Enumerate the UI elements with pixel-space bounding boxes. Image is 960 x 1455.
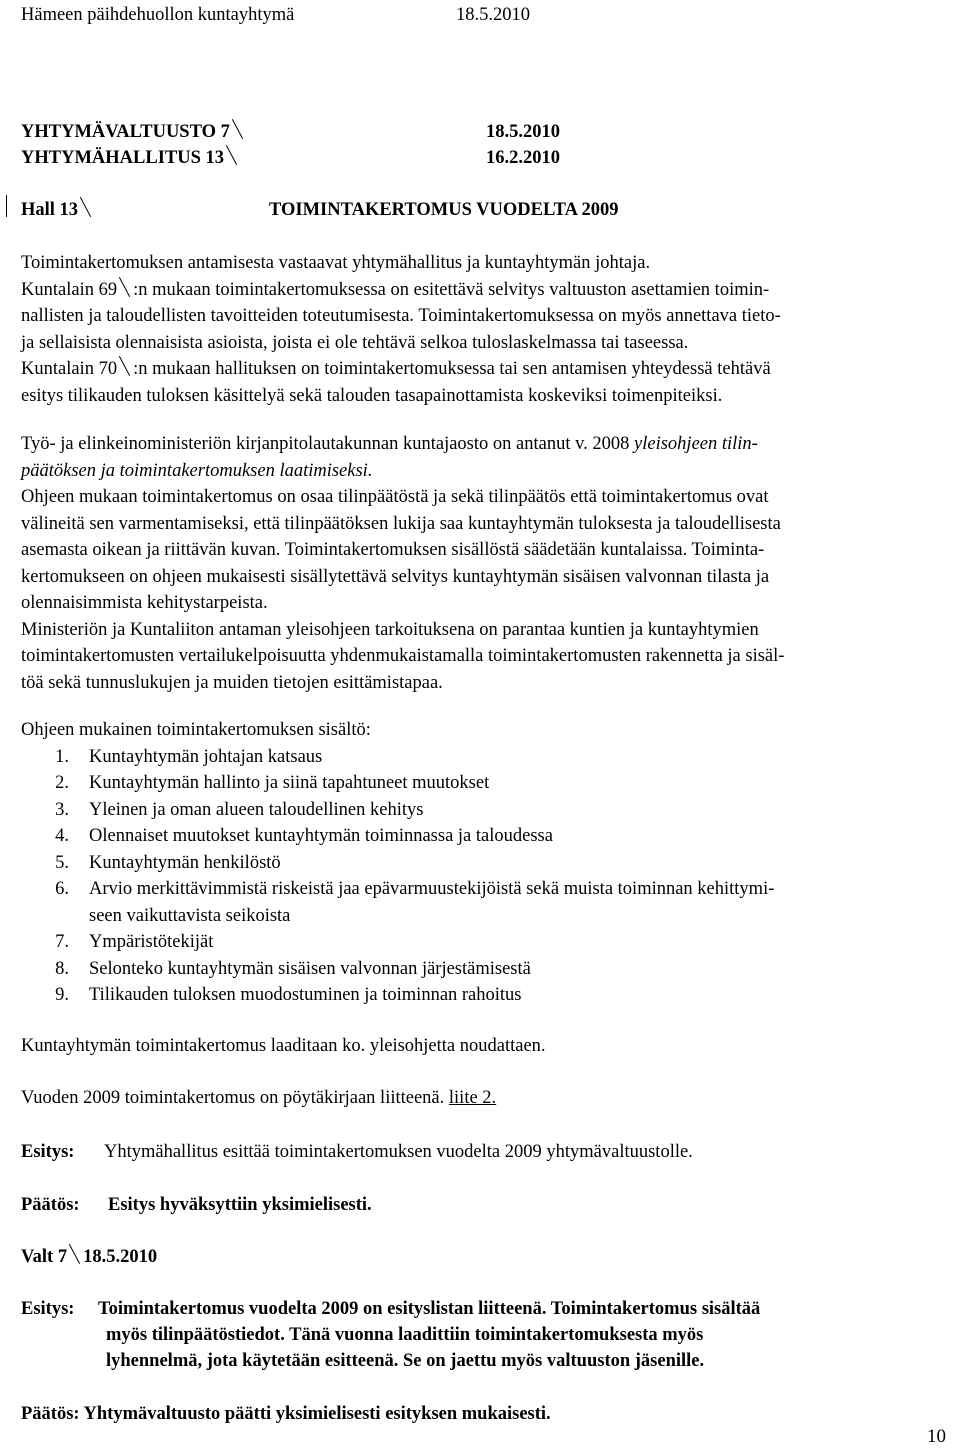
meeting-board: YHTYMÄHALLITUS 13 (21, 145, 240, 172)
meeting-board-date: 16.2.2010 (486, 148, 560, 168)
change-bar (6, 195, 7, 217)
list-item: 2. Kuntayhtymän hallinto ja siinä tapahtuneet muutokset (55, 773, 490, 793)
paragraph-guideline: Työ- ja elinkeinoministeriön kirjanpitolautakunnan kuntajaosto on antanut v. 2008 yleisohjeen tilin- päätöksen ja toimintakertomuksen laatimiseksi. Ohjeen mukaan toimintakertomus on osaa tilinpäätöstä ja sekä tilinpäätös että toimintakertomus ovat välineitä sen varmentamiseksi, että tilinpäätöksen lukija saa kuntayhtymän tuloksesta ja taloudellisesta asemasta oikean ja riittävän kuvan. Toimintakertomuksen sisällöstä säädetään kuntalaissa. Toiminta- kertomukseen on ohjeen mukaisesti sisällytettävä selvitys kuntayhtymän sisäisen valvonnan tilasta ja olennaisimmista kehitystarpeista. Ministeriön ja Kuntaliiton antaman yleisohjeen tarkoituksena on parantaa kuntien ja kuntayhtymien toimintakertomusten vertailukelpoisuutta yhdenmukaistamalla toimintakertomusten rakennetta ja sisäl- töä sekä tunnuslukujen ja muiden tietojen esittämistapaa. (21, 434, 785, 693)
proposal-board-text: Yhtymähallitus esittää toimintakertomuksen vuodelta 2009 yhtymävaltuustolle. (104, 1142, 693, 1162)
proposal-council-line: myös tilinpäätöstiedot. Tänä vuonna laadittiin toimintakertomuksesta myös (106, 1325, 704, 1345)
item-title: TOIMINTAKERTOMUS VUODELTA 2009 (269, 200, 619, 220)
list-item: 6. Arvio merkittävimmistä riskeistä jaa epävarmuustekijöistä sekä muista toiminnan kehittymi- (55, 879, 775, 899)
section-sign-icon (232, 120, 244, 140)
proposal-label: Esitys: (21, 1142, 75, 1162)
decision-board-label: Päätös: (21, 1195, 80, 1215)
section-sign-icon (119, 357, 131, 377)
page-number: 10 (927, 1426, 946, 1447)
list-item: 3. Yleinen ja oman alueen taloudellinen kehitys (55, 799, 424, 820)
list-item: 5. Kuntayhtymän henkilöstö (55, 852, 281, 873)
contents-heading: Ohjeen mukainen toimintakertomuksen sisältö: (21, 720, 371, 740)
proposal-council-line: lyhennelmä, jota käytetään esitteenä. Se on jaettu myös valtuuston jäsenille. (106, 1351, 705, 1371)
list-item: 8. Selonteko kuntayhtymän sisäisen valvonnan järjestämisestä (55, 958, 531, 979)
section-sign-icon (119, 278, 131, 298)
section-sign-icon (80, 198, 92, 218)
list-item-continuation: seen vaikuttavista seikoista (89, 905, 291, 926)
attachment-link[interactable]: liite 2. (448, 1088, 497, 1108)
proposal-board (21, 1139, 74, 1166)
paragraph-responsibility: Toimintakertomuksen antamisesta vastaavat yhtymähallitus ja kuntayhtymän johtaja. Kuntalain 69 :n mukaan toimintakertomuksessa on esitettävä selvitys valtuuston asettamien toimin- nallisten ja taloudellisten tavoitteiden toteutumisesta. Toimintakertomuksessa on myös annettava tieto- ja sellaisista olennaisista asioista, joista ei ole tehtävä selkoa tuloslaskelmassa tai taseessa. Kuntalain 70 :n mukaan hallituksen on toimintakertomuksessa tai sen antamisen yhteydessä tehtävä esitys tilikauden tuloksen käsittelyä sekä talouden tasapainottamista koskeviksi toimenpiteiksi. (21, 253, 781, 406)
item-ref: Hall 13 (21, 197, 94, 224)
meeting-council-date: 18.5.2010 (486, 122, 560, 142)
list-item: 1. Kuntayhtymän johtajan katsaus (55, 746, 323, 767)
decision-council: Päätös: Yhtymävaltuusto päätti yksimielisesti esityksen mukaisesti. (21, 1404, 551, 1424)
meeting-council: YHTYMÄVALTUUSTO 7 (21, 119, 246, 146)
contents-section (21, 717, 951, 1009)
list-item: 7. Ympäristötekijät (55, 932, 214, 952)
proposal-council-label: Esitys: (21, 1299, 75, 1319)
decision-board-text: Esitys hyväksyttiin yksimielisesti. (108, 1195, 372, 1215)
header-date: 18.5.2010 (456, 5, 530, 25)
list-item: 4. Olennaiset muutokset kuntayhtymän toiminnassa ja taloudessa (55, 826, 553, 846)
list-item: 9. Tilikauden tuloksen muodostuminen ja toiminnan rahoitus (55, 985, 522, 1005)
council-item-ref: Valt 7 18.5.2010 (21, 1247, 158, 1267)
proposal-council-line: Toimintakertomus vuodelta 2009 on esityslistan liitteenä. Toimintakertomus sisältää (98, 1299, 761, 1319)
section-sign-icon (69, 1245, 81, 1265)
header-org: Hämeen päihdehuollon kuntayhtymä (21, 5, 295, 25)
paragraph-attachment: Vuoden 2009 toimintakertomus on pöytäkirjaan liitteenä. liite 2. (21, 1088, 497, 1108)
paragraph-compliance: Kuntayhtymän toimintakertomus laaditaan ko. yleisohjetta noudattaen. (21, 1036, 546, 1056)
section-sign-icon (226, 146, 238, 166)
